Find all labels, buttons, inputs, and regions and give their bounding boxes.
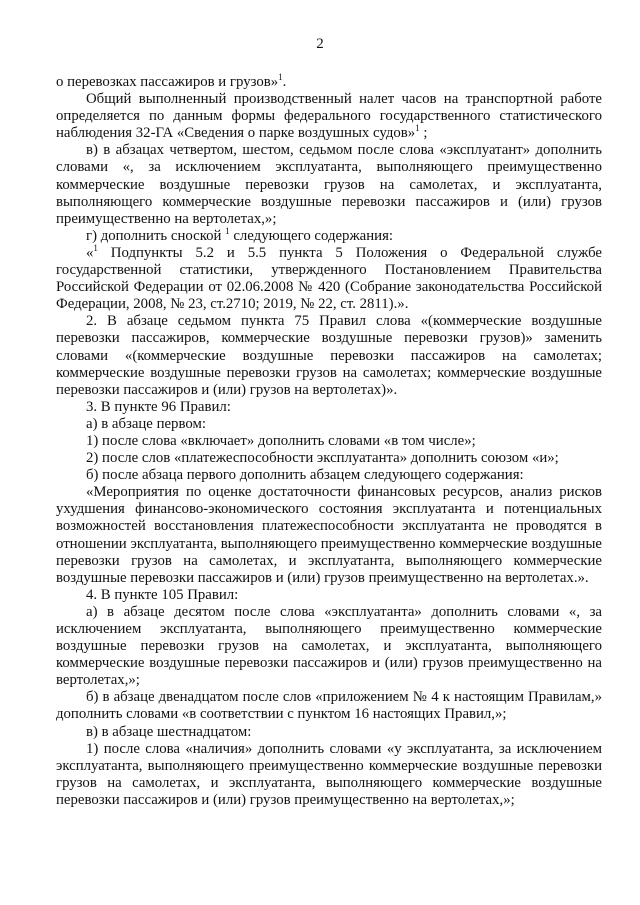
paragraph-item-3b: б) после абзаца первого дополнить абзацем следующего содержания: — [86, 467, 524, 484]
paragraph-item-3a2: 2) после слов «платежеспособности эксплуатанта» дополнить союзом «и»; — [86, 450, 559, 467]
paragraph-footnote-text — [56, 242, 602, 313]
paragraph-flight-hours — [56, 91, 602, 142]
footnote-marker: 1 — [93, 242, 98, 253]
paragraph-continuation — [56, 74, 602, 91]
footnote-marker: 1 — [415, 123, 420, 134]
document-body — [56, 74, 602, 809]
paragraph-item-4a: а) в абзаце десятом после слова «эксплуатанта» дополнить словами «, за исключением эксплуатанта, выполняющего преимущественно коммерческие воздушные перевозки грузов на самолетах, и эксплуатанта, выполняющего коммерческие воздушные перевозки пассажиров и (или) грузов преимущественно на вертолетах,»; — [56, 603, 602, 689]
paragraph-text: Общий выполненный производственный налет часов на транспортной работе определяется по данным формы федерального государственного статистического наблюдения 32-ГА «Сведения о парке воздушных судов» — [56, 91, 602, 142]
paragraph-item-4v: в) в абзаце шестнадцатом: — [86, 723, 252, 740]
paragraph-text: Подпункты 5.2 и 5.5 пункта 5 Положения о Федеральной службе государственной статистики, утвержденного Постановлением Правительства Российской Федерации от 02.06.2008 № 420 (Собрание законодательства Российской Федерации, 2008, № 23, ст.2710; 2019, № 22, ст. 2811).». — [56, 244, 602, 313]
paragraph-text: ; — [419, 125, 428, 142]
paragraph-item-v: в) в абзацах четвертом, шестом, седьмом после слова «эксплуатант» дополнить словами «, за исключением эксплуатанта, выполняющего преимущественно коммерческие воздушные перевозки грузов на самолетах, и эксплуатанта, выполняющего коммерческие воздушные перевозки пассажиров и (или) грузов преимущественно на вертолетах,»; — [56, 142, 602, 227]
paragraph-item-4v1: 1) после слова «наличия» дополнить словами «у эксплуатанта, за исключением эксплуатанта, выполняющего преимущественно коммерческие воздушные перевозки грузов на самолетах, и эксплуатанта, выполняющего коммерческие воздушные перевозки пассажиров и (или) грузов преимущественно на вертолетах,»; — [56, 740, 602, 808]
footnote-marker: 1 — [225, 225, 230, 236]
paragraph-text: г) дополнить сноской — [86, 227, 226, 244]
paragraph-item-4: 4. В пункте 105 Правил: — [86, 586, 239, 603]
paragraph-text: о перевозках пассажиров и грузов» — [56, 74, 279, 90]
footnote-marker: 1 — [278, 72, 283, 82]
paragraph-item-3: 3. В пункте 96 Правил: — [86, 398, 231, 415]
paragraph-item-2: 2. В абзаце седьмом пункта 75 Правил слова «(коммерческие воздушные перевозки пассажиров, коммерческие воздушные перевозки грузов)» заменить словами «(коммерческие воздушные перевозки пассажиров на самолетах; коммерческие воздушные перевозки грузов на самолетах; коммерческие воздушные перевозки пассажиров и (или) грузов на вертолетах)». — [56, 313, 602, 398]
paragraph-quoted-measures: «Мероприятия по оценке достаточности финансовых ресурсов, анализ рисков ухудшения финансово-экономического состояния эксплуатанта и потенциальных возможностей восстановления платежеспособности эксплуатанта не проводятся в отношении эксплуатанта, выполняющего преимущественно коммерческие воздушные перевозки грузов на самолетах, и эксплуатанта, выполняющего коммерческие воздушные перевозки пассажиров и (или) грузов преимущественно на вертолетах.». — [56, 484, 602, 586]
paragraph-text: следующего содержания: — [229, 227, 393, 244]
paragraph-item-3a: а) в абзаце первом: — [86, 415, 206, 432]
paragraph-text: . — [282, 74, 287, 90]
paragraph-item-g — [56, 225, 602, 245]
paragraph-text: « — [86, 244, 94, 261]
page-number: 2 — [316, 36, 324, 52]
paragraph-item-4b: б) в абзаце двенадцатом после слов «приложением № 4 к настоящим Правилам,» дополнить словами «в соответствии с пунктом 16 настоящих Правил,»; — [56, 689, 602, 723]
paragraph-item-3a1: 1) после слова «включает» дополнить словами «в том числе»; — [86, 432, 476, 449]
